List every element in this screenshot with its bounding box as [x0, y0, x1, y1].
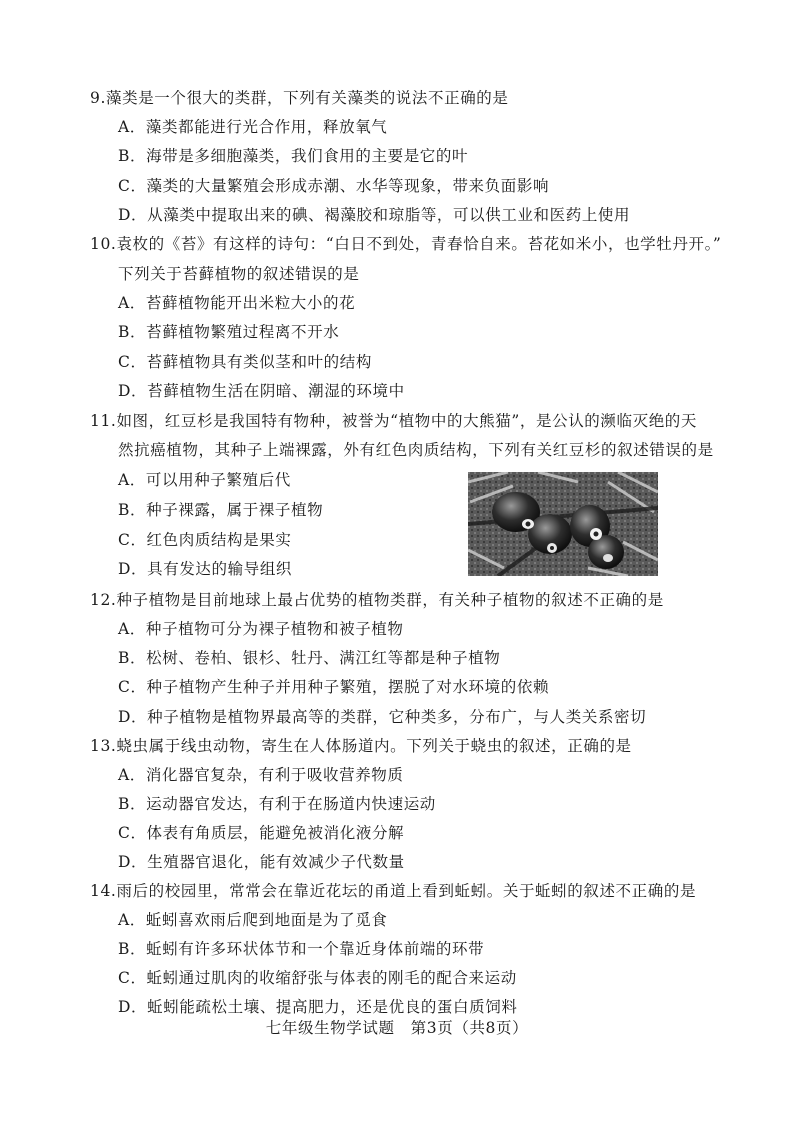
question-11-option-b: B．种子裸露，属于裸子植物	[118, 501, 324, 519]
question-10-option-b: B．苔藓植物繁殖过程离不开水	[118, 323, 340, 341]
question-13-stem: 13.蛲虫属于线虫动物，寄生在人体肠道内。下列关于蛲虫的叙述，正确的是	[90, 737, 632, 755]
question-11-stem-line-2: 然抗癌植物，其种子上端裸露，外有红色肉质结构，下列有关红豆杉的叙述错误的是	[118, 441, 714, 459]
question-14-option-b: B．蚯蚓有许多环状体节和一个靠近身体前端的环带	[118, 940, 485, 958]
question-11-option-d: D．具有发达的输导组织	[118, 560, 293, 578]
question-11-option-c: C．红色肉质结构是果实	[118, 531, 292, 549]
question-9-option-d: D．从藻类中提取出来的碘、褐藻胶和琼脂等，可以供工业和医药上使用	[118, 206, 631, 224]
question-12-option-a: A．种子植物可分为裸子植物和被子植物	[118, 620, 404, 638]
question-14-option-a: A．蚯蚓喜欢雨后爬到地面是为了觅食	[118, 911, 388, 929]
question-12-option-b: B．松树、卷柏、银杉、牡丹、满江红等都是种子植物	[118, 649, 501, 667]
question-9-option-b: B．海带是多细胞藻类，我们食用的主要是它的叶	[118, 147, 469, 165]
question-13-option-c: C．体表有角质层，能避免被消化液分解	[118, 824, 405, 842]
question-11-option-a: A．可以用种子繁殖后代	[118, 471, 291, 489]
question-10-stem: 10.袁枚的《苔》有这样的诗句：“白日不到处，青春恰自来。苔花如米小，也学牡丹开。”	[90, 235, 722, 253]
question-9-option-c: C．藻类的大量繁殖会形成赤潮、水华等现象，带来负面影响	[118, 177, 550, 195]
question-14-stem: 14.雨后的校园里，常常会在靠近花坛的甬道上看到蚯蚓。关于蚯蚓的叙述不正确的是	[90, 882, 697, 900]
question-9-stem: 9.藻类是一个很大的类群，下列有关藻类的说法不正确的是	[90, 89, 509, 107]
question-10-option-c: C．苔藓植物具有类似茎和叶的结构	[118, 353, 372, 371]
question-13-option-d: D．生殖器官退化，能有效减少子代数量	[118, 853, 405, 871]
question-12-stem: 12.种子植物是目前地球上最占优势的植物类群，有关种子植物的叙述不正确的是	[90, 591, 664, 609]
page-footer: 七年级生物学试题 第3页（共8页）	[265, 1019, 529, 1037]
question-14-option-d: D．蚯蚓能疏松土壤、提高肥力，还是优良的蛋白质饲料	[118, 998, 518, 1016]
question-10-option-d: D．苔藓植物生活在阴暗、潮湿的环境中	[118, 382, 405, 400]
question-12-option-d: D．种子植物是植物界最高等的类群，它种类多，分布广，与人类关系密切	[118, 708, 647, 726]
question-14-option-c: C．蚯蚓通过肌肉的收缩舒张与体表的刚毛的配合来运动	[118, 969, 517, 987]
yew-berries-photo	[468, 472, 658, 576]
question-10-option-a: A．苔藓植物能开出米粒大小的花	[118, 294, 356, 312]
question-13-option-a: A．消化器官复杂，有利于吸收营养物质	[118, 766, 404, 784]
question-10-stem-line-2: 下列关于苔藓植物的叙述错误的是	[118, 265, 360, 283]
question-9-option-a: A．藻类都能进行光合作用，释放氧气	[118, 118, 388, 136]
question-12-option-c: C．种子植物产生种子并用种子繁殖，摆脱了对水环境的依赖	[118, 678, 550, 696]
question-11-stem: 11.如图，红豆杉是我国特有物种，被誉为“植物中的大熊猫”，是公认的濒临灭绝的天	[90, 412, 698, 430]
question-13-option-b: B．运动器官发达，有利于在肠道内快速运动	[118, 795, 436, 813]
